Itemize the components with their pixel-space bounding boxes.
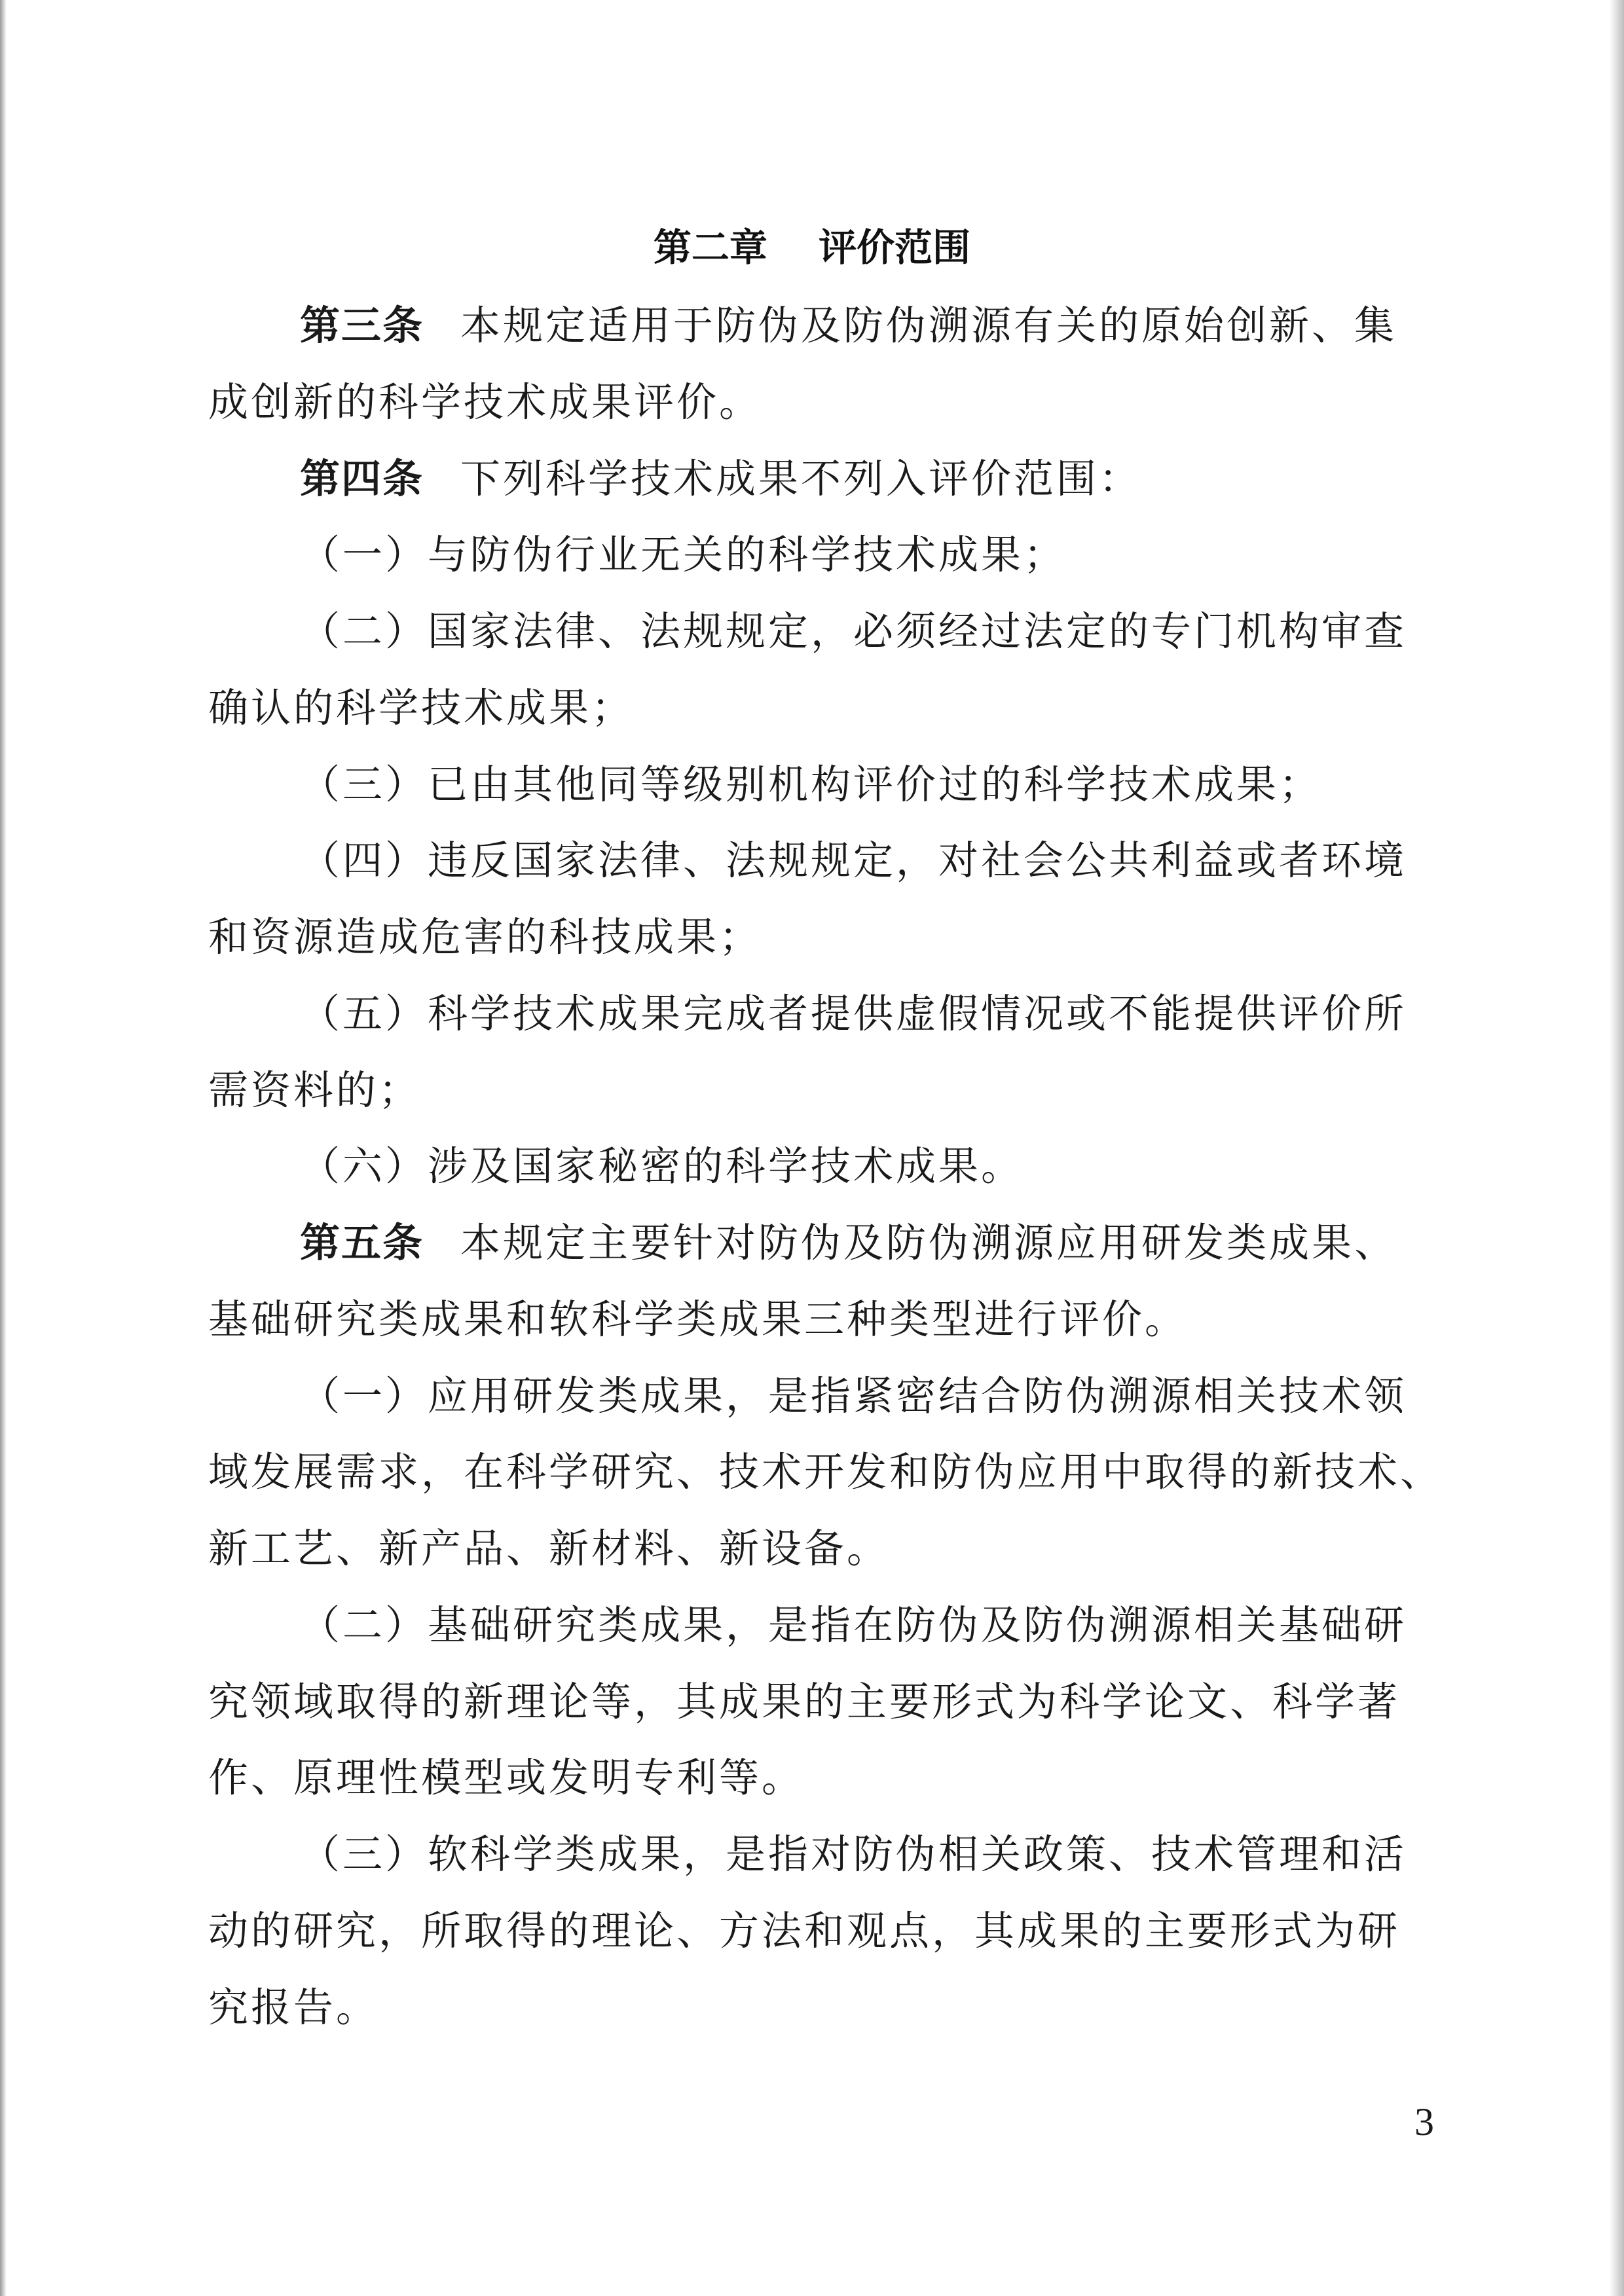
article-5-item-3-line-1: （三）软科学类成果，是指对防伪相关政策、技术管理和活	[300, 1831, 1407, 1878]
article-5-item-2-line-3: 作、原理性模型或发明专利等。	[208, 1755, 805, 1801]
article-4-item-5-line-2: 需资料的；	[208, 1067, 422, 1114]
article-4-item-2-line-2: 确认的科学技术成果；	[208, 685, 635, 731]
article-4-item-4-line-2: 和资源造成危害的科技成果；	[208, 914, 762, 960]
chapter-title: 第二章 评价范围	[653, 225, 971, 270]
scan-edge-right	[1610, 0, 1624, 2296]
article-4-item-2-line-1: （二）国家法律、法规规定，必须经过法定的专门机构审查	[300, 608, 1407, 655]
article-5-item-1-line-3: 新工艺、新产品、新材料、新设备。	[208, 1525, 890, 1572]
article-5-text: 本规定主要针对防伪及防伪溯源应用研发类成果、	[460, 1220, 1397, 1266]
article-4-item-1-line-1: （一）与防伪行业无关的科学技术成果；	[300, 532, 1067, 578]
article-4-item-6-line-1: （六）涉及国家秘密的科学技术成果。	[300, 1143, 1024, 1190]
article-5-item-2-line-1: （二）基础研究类成果，是指在防伪及防伪溯源相关基础研	[300, 1602, 1407, 1649]
article-5-item-2-line-2: 究领域取得的新理论等，其成果的主要形式为科学论文、科学著	[208, 1679, 1401, 1725]
article-3-line-1	[300, 300, 1397, 352]
article-5-item-3-line-3: 究报告。	[208, 1984, 379, 2031]
article-3-label: 第三条	[300, 302, 424, 349]
article-4-item-4-line-1: （四）违反国家法律、法规规定，对社会公共利益或者环境	[300, 837, 1407, 884]
scan-edge-left	[0, 0, 7, 2296]
article-5-label: 第五条	[300, 1220, 424, 1266]
article-4-line-1	[300, 453, 1141, 505]
page-number: 3	[1414, 2100, 1434, 2143]
article-4-label: 第四条	[300, 456, 424, 502]
article-5-line-1	[300, 1217, 1397, 1269]
article-5-item-1-line-2: 域发展需求，在科学研究、技术开发和防伪应用中取得的新技术、	[208, 1449, 1443, 1495]
article-4-item-3-line-1: （三）已由其他同等级别机构评价过的科学技术成果；	[300, 761, 1322, 808]
article-3-text: 本规定适用于防伪及防伪溯源有关的原始创新、集	[460, 302, 1397, 349]
article-4-text: 下列科学技术成果不列入评价范围：	[460, 456, 1142, 502]
article-4-item-5-line-1: （五）科学技术成果完成者提供虚假情况或不能提供评价所	[300, 991, 1407, 1037]
article-5-item-1-line-1: （一）应用研发类成果，是指紧密结合防伪溯源相关技术领	[300, 1373, 1407, 1419]
article-5-item-3-line-2: 动的研究，所取得的理论、方法和观点，其成果的主要形式为研	[208, 1908, 1401, 1954]
article-5-line-2: 基础研究类成果和软科学类成果三种类型进行评价。	[208, 1296, 1188, 1343]
article-3-line-2: 成创新的科学技术成果评价。	[208, 379, 762, 426]
